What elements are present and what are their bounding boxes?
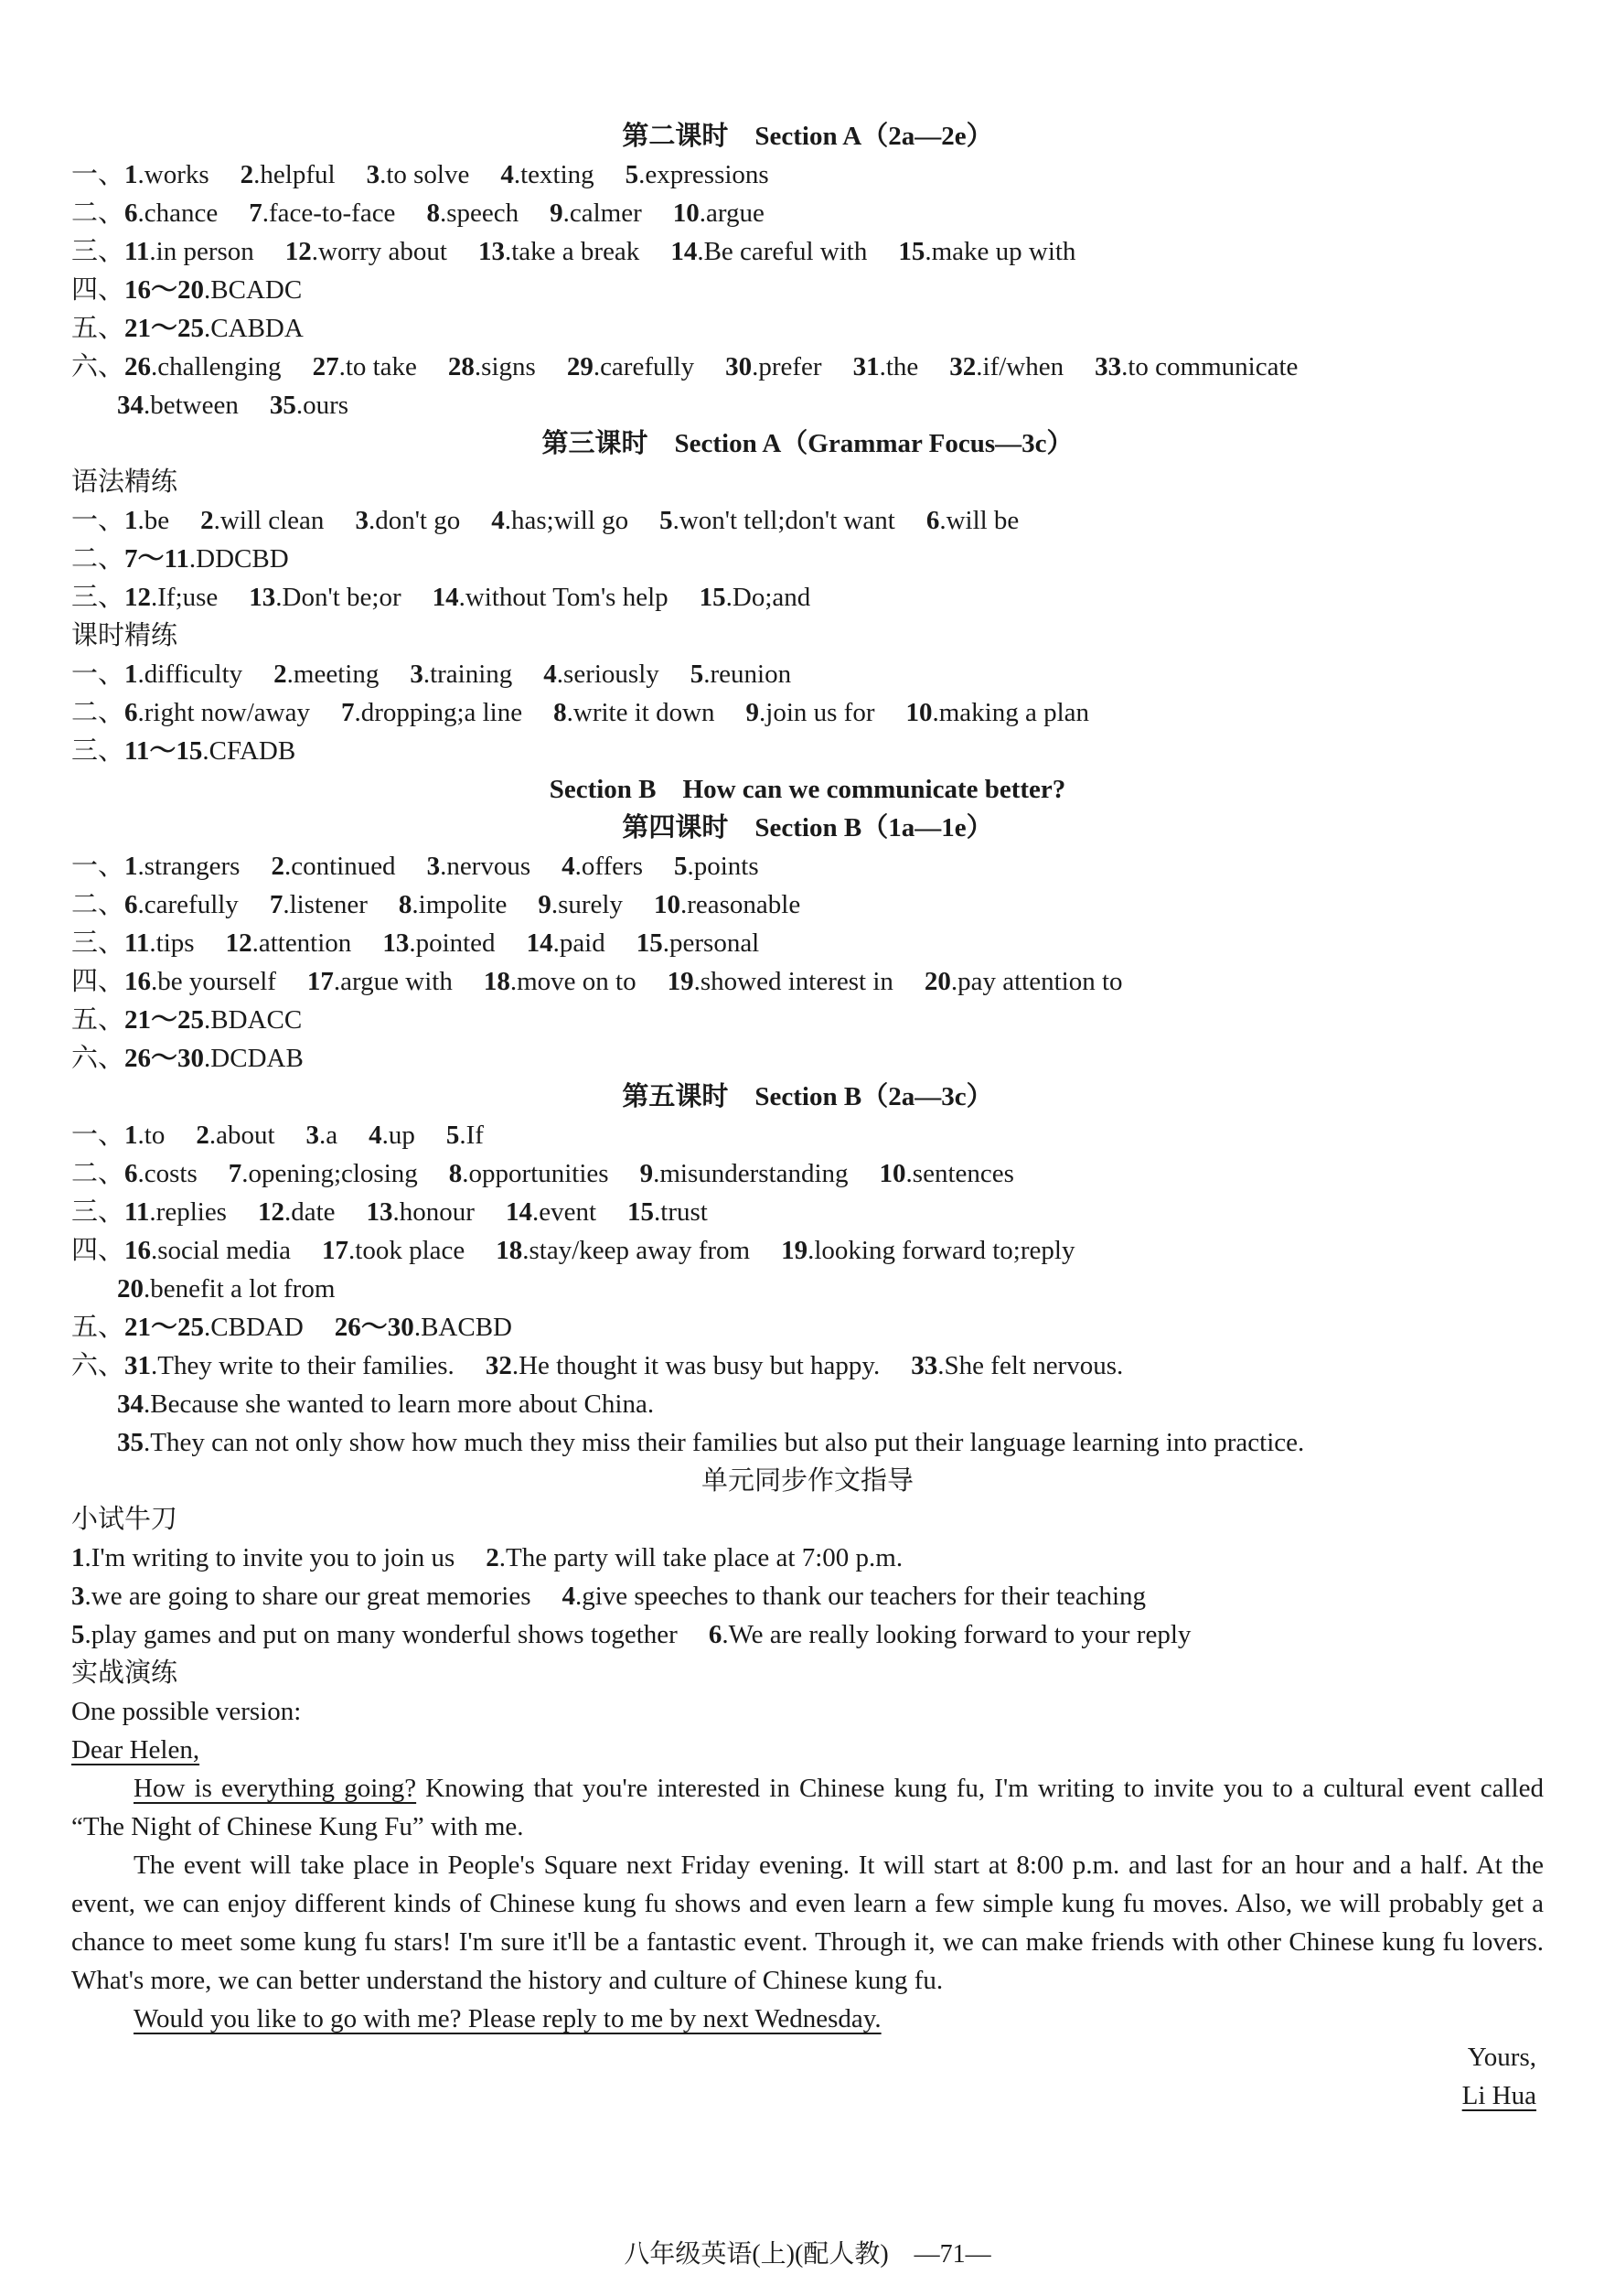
answer-row: 六、26.challenging 27.to take 28.signs 29.carefully 30.prefer 31.the 32.if/when 33.to communicate <box>71 352 1299 381</box>
writing-guide-title: 单元同步作文指导 <box>701 1466 914 1496</box>
letter-signature: Li Hua <box>1461 2081 1536 2110</box>
answer-row: 二、6.costs 7.opening;closing 8.opportunities 9.misunderstanding 10.sentences <box>71 1159 1014 1188</box>
letter-paragraph-2: The event will take place in People's Square next Friday evening. It will start at 8:00 p.m. and last for an hour and a half. At the event, we can enjoy different kinds of Chinese kung fu shows and even learn a few simple kung fu moves. Also, we will probably get a chance to meet some kung fu stars! I'm sure it'll be a fantastic event. Through it, we can make friends with other Chinese kung fu lovers. What's more, we can better understand the history and culture of Chinese kung fu. <box>71 1851 1544 1995</box>
answer-item: 15.trust <box>627 1197 708 1227</box>
answer-item: 1.difficulty <box>124 660 243 689</box>
warmup-answers <box>71 1539 1544 1654</box>
answer-row: 二、6.chance 7.face-to-face 8.speech 9.calmer 10.argue <box>71 198 765 228</box>
answer-item: 12.attention <box>225 928 352 958</box>
answer-item: 3.a <box>305 1121 338 1150</box>
answer-item: 1.be <box>124 506 170 535</box>
answer-item: 32.if/when <box>949 352 1064 381</box>
answer-row: 一、1.to 2.about 3.a 4.up 5.If <box>71 1121 484 1150</box>
answer-row: 二、7～11.DDCBD <box>71 544 289 574</box>
answer-item: 11.in person <box>124 237 254 266</box>
answer-item: 7.face-to-face <box>249 198 396 228</box>
answer-item: 4.seriously <box>543 660 659 689</box>
answer-item: 4.give speeches to thank our teachers for their teaching <box>562 1582 1147 1611</box>
answer-item: 9.join us for <box>745 698 875 727</box>
answer-item: 9.calmer <box>550 198 642 228</box>
lesson5-answers-cont <box>71 1270 1544 1308</box>
answer-item: 14.paid <box>526 928 605 958</box>
answer-item: 35.ours <box>269 391 349 420</box>
answer-item: 5.won't tell;don't want <box>659 506 895 535</box>
answer-item: 30.prefer <box>725 352 822 381</box>
answer-item: 9.misunderstanding <box>639 1159 849 1188</box>
answer-row: 五、21～25.BDACC <box>71 1005 303 1035</box>
lesson5-answers <box>71 1116 1544 1270</box>
answer-item: 10.sentences <box>879 1159 1014 1188</box>
answer-item: 32.He thought it was busy but happy. <box>485 1351 881 1380</box>
lesson5-row-5: 五、21～25.CBDAD 26～30.BACBD <box>71 1313 512 1342</box>
answer-35: 35.They can not only show how much they miss their families but also put their language learning into practice. <box>117 1428 1305 1457</box>
letter-paragraph-3: Would you like to go with me? Please reply to me by next Wednesday. <box>134 2004 882 2033</box>
lesson-practice-answers <box>71 655 1544 770</box>
answer-item: 6.carefully <box>124 890 239 919</box>
answer-item: 11.replies <box>124 1197 227 1227</box>
grammar-practice-heading: 语法精练 <box>71 467 178 497</box>
answer-item: 8.impolite <box>398 890 508 919</box>
answer-item: 8.write it down <box>553 698 715 727</box>
section-b-title: Section B How can we communicate better? <box>549 775 1066 804</box>
warmup-line <box>71 1615 1544 1654</box>
answer-item: 16.social media <box>124 1236 292 1265</box>
answer-row: 三、11.tips 12.attention 13.pointed 14.paid 15.personal <box>71 928 760 958</box>
answer-row: 一、1.be 2.will clean 3.don't go 4.has;will go 5.won't tell;don't want 6.will be <box>71 506 1020 535</box>
answer-item: 14.without Tom's help <box>432 583 668 612</box>
answer-item: 10.reasonable <box>653 890 801 919</box>
grammar-practice-answers <box>71 501 1544 617</box>
version-label: One possible version: <box>71 1697 302 1726</box>
answer-item: 7～11.DDCBD <box>124 544 289 574</box>
answer-item: 2.The party will take place at 7:00 p.m. <box>486 1543 904 1572</box>
answer-item: 10.making a plan <box>905 698 1090 727</box>
answer-row: 四、16.social media 17.took place 18.stay/keep away from 19.looking forward to;reply <box>71 1236 1075 1265</box>
answer-row: 五、21～25.CABDA <box>71 314 304 343</box>
lesson5-row-6: 六、31.They write to their families. 32.He thought it was busy but happy. 33.She felt nervous. <box>71 1351 1124 1380</box>
answer-item: 33.She felt nervous. <box>911 1351 1124 1380</box>
lesson5-title: 第五课时 Section B（2a—3c） <box>622 1082 993 1111</box>
answer-item: 5.play games and put on many wonderful shows together <box>71 1620 678 1649</box>
answer-item: 5.If <box>445 1121 484 1150</box>
answer-item: 21～25.CABDA <box>124 314 304 343</box>
answer-item: 29.carefully <box>566 352 695 381</box>
answer-row: 四、16～20.BCADC <box>71 275 303 305</box>
lesson4-answers <box>71 847 1544 1078</box>
answer-item: 4.offers <box>562 852 643 881</box>
answer-item: 3.don't go <box>355 506 461 535</box>
answer-item: 34.between <box>117 391 239 420</box>
lesson2-answers-cont <box>71 386 1544 424</box>
page-footer: 八年级英语(上)(配人教) —71— <box>624 2240 991 2269</box>
answer-item: 2.will clean <box>200 506 325 535</box>
answer-item: 3.to solve <box>366 160 470 189</box>
answer-item: 17.argue with <box>306 967 453 996</box>
answer-item: 3.training <box>410 660 513 689</box>
answer-item: 5.reunion <box>690 660 792 689</box>
lesson2-answers <box>71 156 1544 386</box>
letter-closing: Yours, <box>1467 2043 1536 2072</box>
answer-item: 13.honour <box>366 1197 475 1227</box>
answer-item: 1.strangers <box>124 852 241 881</box>
answer-item: 6.chance <box>124 198 219 228</box>
answer-item: 12.date <box>257 1197 336 1227</box>
answer-row: 三、11.replies 12.date 13.honour 14.event 15.trust <box>71 1197 708 1227</box>
lesson3-title: 第三课时 Section A（Grammar Focus—3c） <box>541 429 1074 458</box>
answer-item: 13.pointed <box>382 928 496 958</box>
answer-item: 3.we are going to share our great memories <box>71 1582 531 1611</box>
answer-item: 21～25.CBDAD <box>124 1313 304 1342</box>
answer-item: 6.right now/away <box>124 698 310 727</box>
answer-item: 28.signs <box>447 352 536 381</box>
answer-item: 31.the <box>852 352 919 381</box>
answer-item: 15.make up with <box>898 237 1076 266</box>
answer-item: 18.stay/keep away from <box>496 1236 751 1265</box>
answer-row: 三、11.in person 12.worry about 13.take a break 14.Be careful with 15.make up with <box>71 237 1076 266</box>
answer-item: 6.costs <box>124 1159 198 1188</box>
answer-item: 7.dropping;a line <box>340 698 523 727</box>
answer-item: 8.opportunities <box>448 1159 609 1188</box>
answer-item: 19.showed interest in <box>667 967 893 996</box>
answer-item: 5.points <box>674 852 759 881</box>
answer-item: 26～30.DCDAB <box>124 1044 304 1073</box>
answer-row: 六、26～30.DCDAB <box>71 1044 304 1073</box>
answer-page <box>71 117 1544 2115</box>
answer-item: 2.continued <box>271 852 396 881</box>
answer-row: 一、1.difficulty 2.meeting 3.training 4.seriously 5.reunion <box>71 660 792 689</box>
answer-item: 1.I'm writing to invite you to join us <box>71 1543 455 1572</box>
answer-item: 15.personal <box>636 928 760 958</box>
answer-item: 7.opening;closing <box>228 1159 418 1188</box>
answer-row: 二、6.carefully 7.listener 8.impolite 9.surely 10.reasonable <box>71 890 801 919</box>
answer-item: 12.If;use <box>124 583 219 612</box>
answer-item: 4.up <box>369 1121 415 1150</box>
answer-item: 16.be yourself <box>124 967 276 996</box>
answer-item: 17.took place <box>322 1236 465 1265</box>
answer-34: 34.Because she wanted to learn more about China. <box>117 1389 655 1419</box>
answer-item: 14.Be careful with <box>670 237 868 266</box>
answer-item: 5.expressions <box>625 160 769 189</box>
answer-row: 三、11～15.CFADB <box>71 736 296 766</box>
answer-item: 1.to <box>124 1121 166 1150</box>
answer-item: 6.We are really looking forward to your reply <box>708 1620 1192 1649</box>
answer-item: 14.event <box>505 1197 597 1227</box>
answer-item: 4.texting <box>500 160 594 189</box>
answer-row: 二、6.right now/away 7.dropping;a line 8.write it down 9.join us for 10.making a plan <box>71 698 1090 727</box>
answer-item: 13.Don't be;or <box>249 583 401 612</box>
answer-item: 3.nervous <box>426 852 531 881</box>
opening-sentence: How is everything going? <box>134 1774 417 1803</box>
answer-row: 一、1.works 2.helpful 3.to solve 4.texting 5.expressions <box>71 160 769 189</box>
letter-greeting: Dear Helen, <box>71 1735 200 1765</box>
answer-item: 10.argue <box>672 198 765 228</box>
answer-row: 三、12.If;use 13.Don't be;or 14.without Tom's help 15.Do;and <box>71 583 811 612</box>
answer-item: 7.listener <box>269 890 368 919</box>
answer-item: 1.works <box>124 160 209 189</box>
letter-paragraph-1: How is everything going? Knowing that you're interested in Chinese kung fu, I'm writing to invite you to a cultural event called “The Night of Chinese Kung Fu” with me. <box>71 1774 1544 1841</box>
answer-item: 11.tips <box>124 928 195 958</box>
warmup-line <box>71 1539 1544 1577</box>
lesson-practice-heading: 课时精练 <box>71 621 178 650</box>
answer-item: 26.challenging <box>124 352 282 381</box>
answer-item: 2.helpful <box>240 160 336 189</box>
warmup-heading: 小试牛刀 <box>71 1505 178 1534</box>
answer-item: 27.to take <box>312 352 417 381</box>
answer-item: 12.worry about <box>284 237 447 266</box>
answer-item: 6.will be <box>925 506 1020 535</box>
answer-item: 11～15.CFADB <box>124 736 296 766</box>
answer-item: 20.pay attention to <box>924 967 1123 996</box>
answer-item: 2.meeting <box>273 660 380 689</box>
answer-item: 16～20.BCADC <box>124 275 303 305</box>
practice-heading: 实战演练 <box>71 1658 178 1688</box>
lesson4-title: 第四课时 Section B（1a—1e） <box>622 813 993 842</box>
answer-row: 一、1.strangers 2.continued 3.nervous 4.offers 5.points <box>71 852 759 881</box>
answer-item: 26～30.BACBD <box>334 1313 512 1342</box>
answer-item: 8.speech <box>426 198 519 228</box>
answer-row: 四、16.be yourself 17.argue with 18.move on to 19.showed interest in 20.pay attention to <box>71 967 1123 996</box>
answer-item: 9.surely <box>538 890 623 919</box>
answer-item: 19.looking forward to;reply <box>781 1236 1075 1265</box>
answer-item: 21～25.BDACC <box>124 1005 303 1035</box>
answer-item: 20.benefit a lot from <box>117 1274 336 1304</box>
lesson2-title: 第二课时 Section A（2a—2e） <box>622 122 993 151</box>
answer-item: 13.take a break <box>477 237 640 266</box>
answer-item: 31.They write to their families. <box>124 1351 455 1380</box>
answer-item: 4.has;will go <box>491 506 629 535</box>
warmup-line <box>71 1577 1544 1615</box>
answer-item: 15.Do;and <box>699 583 811 612</box>
answer-item: 2.about <box>196 1121 275 1150</box>
answer-item: 18.move on to <box>483 967 636 996</box>
answer-item: 33.to communicate <box>1095 352 1299 381</box>
